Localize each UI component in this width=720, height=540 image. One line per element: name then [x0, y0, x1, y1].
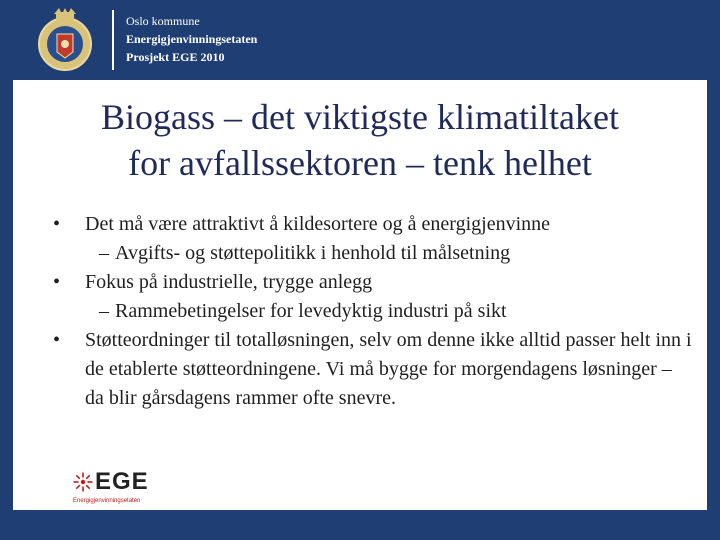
title-line-1: Biogass – det viktigste klimatiltaket [101, 97, 619, 137]
bullet-text: Fokus på industrielle, trygge anlegg [85, 271, 373, 293]
bullet-item [53, 210, 693, 239]
ege-sunburst-icon [73, 472, 93, 492]
project-name: Prosjekt EGE 2010 [126, 50, 225, 64]
bullet-text: Støtteordninger til totalløsningen, selv om denne ikke alltid passer helt inn i de etablerte støtteordningene. Vi må bygge for morgendagens løsninger – da blir gårsdagens rammer ofte snevre. [85, 329, 692, 409]
sub-bullet-item [53, 297, 693, 326]
org-block [126, 12, 257, 66]
agency-name: Energigjenvinningsetaten [126, 32, 258, 46]
org-name: Oslo kommune [126, 14, 200, 28]
bullet-item [53, 326, 693, 413]
bullet-text: Det må være attraktivt å kildesortere og å energigjenvinne [85, 213, 551, 235]
slide-title [13, 94, 707, 186]
bullet-item [53, 268, 693, 297]
header-divider [112, 10, 114, 70]
sub-bullet-text: Rammebetingelser for levedyktig industri på sikt [115, 300, 507, 322]
sub-bullet-dash: – [99, 300, 109, 322]
ege-logo [73, 468, 193, 504]
header-bar [0, 0, 720, 80]
slide-content [13, 80, 707, 510]
oslo-crest-icon [26, 8, 104, 74]
bullet-dot: • [53, 271, 61, 293]
sub-bullet-text: Avgifts- og støttepolitikk i henhold til målsetning [115, 242, 511, 264]
logo-text: EGE [95, 468, 149, 495]
sub-bullet-item [53, 239, 693, 268]
title-line-2: for avfallssektoren – tenk helhet [128, 143, 592, 183]
bullet-dot: • [53, 213, 61, 235]
bullet-dot: • [53, 329, 61, 351]
bullet-list [53, 210, 693, 413]
logo-subtitle: Energigjenvinningsetaten [73, 498, 141, 504]
sub-bullet-dash: – [99, 242, 109, 264]
